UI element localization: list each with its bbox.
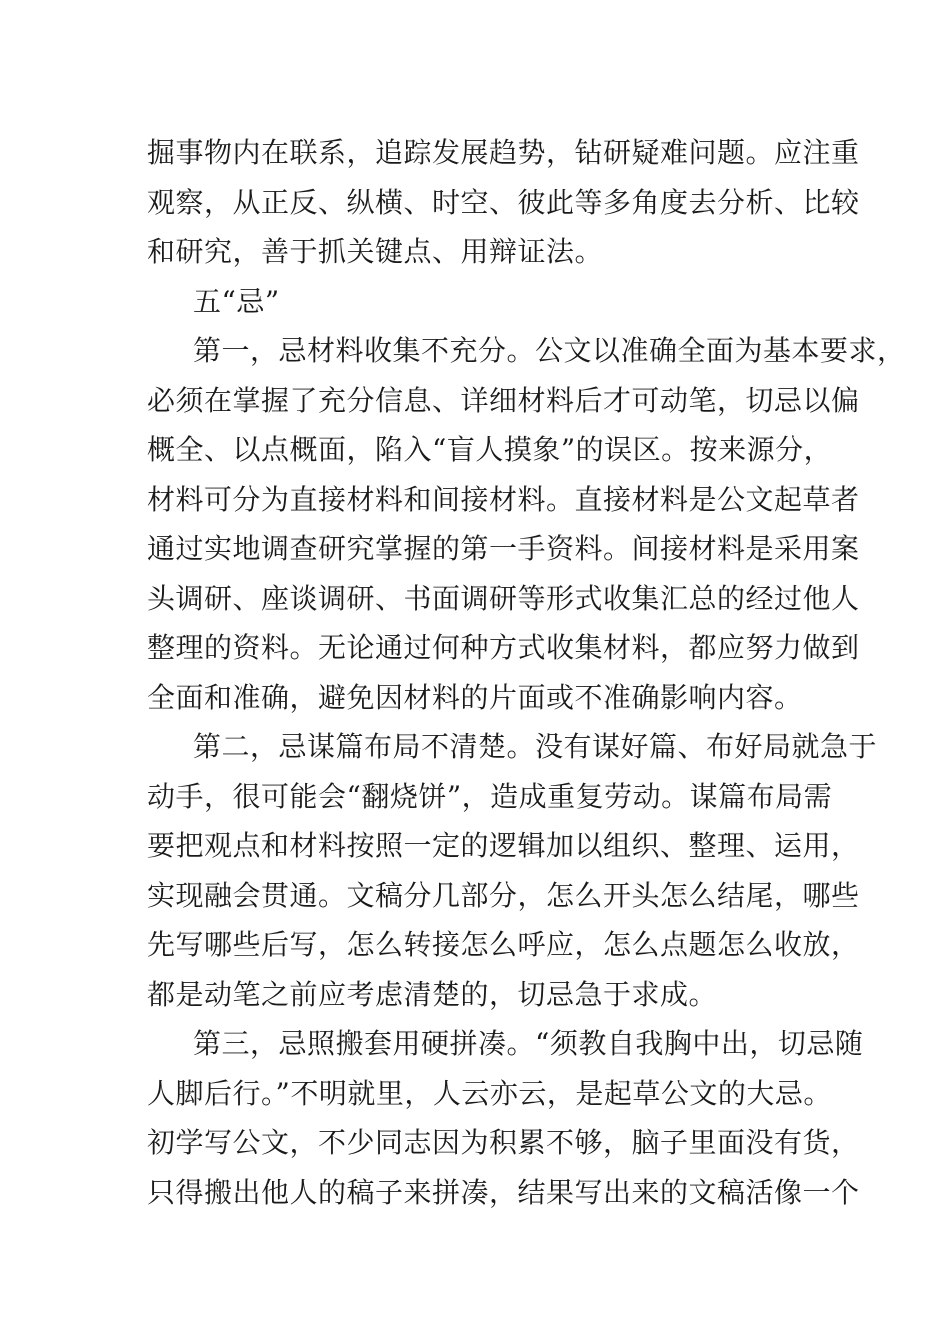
text-line: 第三，忌照搬套用硬拼凑。“须教自我胸中出，切忌随	[193, 1027, 864, 1060]
text-line: 通过实地调查研究掌握的第一手资料。间接材料是采用案	[147, 532, 860, 565]
text-line: 初学写公文，不少同志因为积累不够，脑子里面没有货，	[147, 1126, 860, 1159]
text-line: 要把观点和材料按照一定的逻辑加以组织、整理、运用，	[147, 829, 860, 862]
text-line: 只得搬出他人的稿子来拼凑，结果写出来的文稿活像一个	[147, 1175, 860, 1209]
text-line: 观察，从正反、纵横、时空、彼此等多角度去分析、比较	[147, 185, 860, 219]
text-line: 第一，忌材料收集不充分。公文以准确全面为基本要求，	[193, 334, 906, 367]
text-line: 人脚后行。”不明就里，人云亦云，是起草公文的大忌。	[147, 1076, 832, 1110]
text-line: 动手，很可能会“翻烧饼”，造成重复劳动。谋篇布局需	[147, 779, 833, 813]
text-line: 材料可分为直接材料和间接材料。直接材料是公文起草者	[147, 482, 860, 516]
text-line: 全面和准确，避免因材料的片面或不准确影响内容。	[147, 680, 803, 714]
text-line: 概全、以点概面，陷入“盲人摸象”的误区。按来源分，	[147, 433, 833, 466]
text-line: 掘事物内在联系，追踪发展趋势，钻研疑难问题。应注重	[147, 136, 860, 169]
text-line: 头调研、座谈调研、书面调研等形式收集汇总的经过他人	[147, 581, 860, 615]
text-line: 第二，忌谋篇布局不清楚。没有谋好篇、布好局就急于	[193, 730, 878, 763]
text-line: 都是动笔之前应考虑清楚的，切忌急于求成。	[147, 977, 718, 1011]
body-text	[147, 128, 906, 1217]
section-heading: 五“忌”	[193, 284, 280, 318]
text-line: 整理的资料。无论通过何种方式收集材料，都应努力做到	[147, 631, 860, 664]
text-line: 和研究，善于抓关键点、用辩证法。	[147, 235, 604, 268]
text-line: 必须在掌握了充分信息、详细材料后才可动笔，切忌以偏	[147, 383, 860, 417]
text-line: 先写哪些后写，怎么转接怎么呼应，怎么点题怎么收放，	[147, 928, 860, 961]
text-line: 实现融会贯通。文稿分几部分，怎么开头怎么结尾，哪些	[147, 878, 860, 912]
